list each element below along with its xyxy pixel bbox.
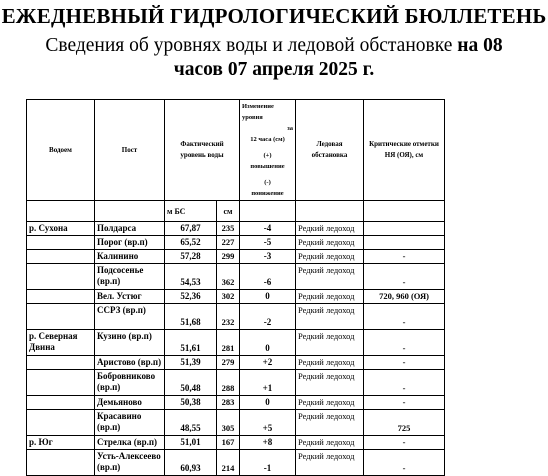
cell-critical: 720, 960 (ОЯ) <box>364 290 445 304</box>
cell-level-mbs: 48,55 <box>165 410 217 436</box>
cell-level-mbs: 52,36 <box>165 290 217 304</box>
cell-water-body <box>27 410 95 436</box>
table-row <box>27 450 445 476</box>
cell-post: Демьяново <box>95 396 165 410</box>
header-post: Пост <box>95 100 165 201</box>
header-actual-level: Фактический уровень воды <box>165 100 240 201</box>
cell-water-body: р. Юг <box>27 436 95 450</box>
cell-water-body <box>27 250 95 264</box>
bulletin-title: ЕЖЕДНЕВНЫЙ ГИДРОЛОГИЧЕСКИЙ БЮЛЛЕТЕНЬ <box>1 4 547 28</box>
cell-change: +8 <box>240 436 296 450</box>
cell-post: Кузино (вр.п) <box>95 330 165 356</box>
cell-level-mbs: 51,01 <box>165 436 217 450</box>
table-row <box>27 250 445 264</box>
bulletin-subtitle <box>0 34 548 82</box>
header-row <box>27 100 445 201</box>
change-line-6: (-) <box>264 179 271 186</box>
cell-critical: 725 <box>364 410 445 436</box>
header-change <box>240 100 296 201</box>
cell-change: -4 <box>240 222 296 236</box>
subtitle-plain: Сведения об уровнях воды и ледовой обстановке <box>45 35 458 56</box>
cell-ice: Редкий ледоход <box>296 370 364 396</box>
subtitle-bold-1: на 08 <box>457 35 503 56</box>
cell-level-mbs: 60,93 <box>165 450 217 476</box>
subtitle-bold-2: часов 07 апреля 2025 г. <box>173 59 375 80</box>
unit-empty-2 <box>95 201 165 222</box>
unit-mbs: м БС <box>165 201 217 222</box>
cell-level-mbs: 67,87 <box>165 222 217 236</box>
cell-critical: - <box>364 304 445 330</box>
cell-change: -5 <box>240 236 296 250</box>
cell-ice: Редкий ледоход <box>296 436 364 450</box>
cell-post: ССРЗ (вр.п) <box>95 304 165 330</box>
cell-post: Усть-Алексеево (вр.п) <box>95 450 165 476</box>
cell-critical: - <box>364 450 445 476</box>
hydro-table <box>26 99 445 476</box>
cell-level-cm: 227 <box>217 236 240 250</box>
cell-change: -6 <box>240 264 296 290</box>
cell-critical: - <box>364 396 445 410</box>
cell-water-body <box>27 304 95 330</box>
cell-level-cm: 214 <box>217 450 240 476</box>
cell-change: -2 <box>240 304 296 330</box>
unit-empty-4 <box>296 201 364 222</box>
cell-critical: - <box>364 370 445 396</box>
cell-water-body <box>27 450 95 476</box>
cell-critical <box>364 236 445 250</box>
unit-empty-5 <box>364 201 445 222</box>
cell-water-body <box>27 236 95 250</box>
cell-ice: Редкий ледоход <box>296 410 364 436</box>
table-row <box>27 436 445 450</box>
cell-critical: - <box>364 264 445 290</box>
unit-cm: см <box>217 201 240 222</box>
cell-water-body <box>27 290 95 304</box>
cell-change: 0 <box>240 396 296 410</box>
cell-level-mbs: 65,52 <box>165 236 217 250</box>
cell-ice: Редкий ледоход <box>296 304 364 330</box>
cell-ice: Редкий ледоход <box>296 330 364 356</box>
change-line-7: понижение <box>251 190 284 197</box>
table-row <box>27 222 445 236</box>
table-row <box>27 356 445 370</box>
cell-level-mbs: 51,68 <box>165 304 217 330</box>
cell-critical: - <box>364 330 445 356</box>
change-line-1: Изменение уровня <box>242 103 274 121</box>
table-row <box>27 370 445 396</box>
cell-change: +5 <box>240 410 296 436</box>
cell-change: +2 <box>240 356 296 370</box>
cell-post: Аристово (вр.п) <box>95 356 165 370</box>
cell-post: Калинино <box>95 250 165 264</box>
cell-water-body: р. Сухона <box>27 222 95 236</box>
unit-empty-1 <box>27 201 95 222</box>
cell-post: Красавино (вр.п) <box>95 410 165 436</box>
cell-ice: Редкий ледоход <box>296 236 364 250</box>
cell-level-mbs: 54,53 <box>165 264 217 290</box>
change-line-3: 12 часа (см) <box>250 136 285 143</box>
cell-level-cm: 288 <box>217 370 240 396</box>
header-water-body: Водоем <box>27 100 95 201</box>
cell-change: 0 <box>240 290 296 304</box>
cell-ice: Редкий ледоход <box>296 222 364 236</box>
cell-post: Вел. Устюг <box>95 290 165 304</box>
cell-critical: - <box>364 250 445 264</box>
cell-post: Бобровниково (вр.п) <box>95 370 165 396</box>
cell-water-body <box>27 264 95 290</box>
table-row <box>27 396 445 410</box>
cell-change: 0 <box>240 330 296 356</box>
cell-level-cm: 362 <box>217 264 240 290</box>
cell-ice: Редкий ледоход <box>296 250 364 264</box>
cell-ice: Редкий ледоход <box>296 264 364 290</box>
cell-level-cm: 302 <box>217 290 240 304</box>
table-row <box>27 264 445 290</box>
cell-level-cm: 305 <box>217 410 240 436</box>
cell-critical: - <box>364 356 445 370</box>
cell-water-body <box>27 396 95 410</box>
table-row <box>27 290 445 304</box>
header-critical: Критические отметки НЯ (ОЯ), см <box>364 100 445 201</box>
table-row <box>27 304 445 330</box>
cell-level-cm: 281 <box>217 330 240 356</box>
cell-level-cm: 279 <box>217 356 240 370</box>
cell-ice: Редкий ледоход <box>296 290 364 304</box>
cell-ice: Редкий ледоход <box>296 356 364 370</box>
cell-post: Подсосенье (вр.п) <box>95 264 165 290</box>
table-row <box>27 330 445 356</box>
cell-ice: Редкий ледоход <box>296 450 364 476</box>
cell-level-cm: 299 <box>217 250 240 264</box>
cell-level-mbs: 50,38 <box>165 396 217 410</box>
cell-level-mbs: 50,48 <box>165 370 217 396</box>
cell-level-cm: 167 <box>217 436 240 450</box>
cell-post: Порог (вр.п) <box>95 236 165 250</box>
header-ice: Ледовая обстановка <box>296 100 364 201</box>
unit-empty-3 <box>240 201 296 222</box>
cell-water-body: р. Северная Двина <box>27 330 95 356</box>
unit-row <box>27 201 445 222</box>
cell-critical <box>364 222 445 236</box>
change-line-4: (+) <box>263 152 272 159</box>
cell-change: -1 <box>240 450 296 476</box>
cell-water-body <box>27 370 95 396</box>
cell-level-cm: 235 <box>217 222 240 236</box>
cell-change: +1 <box>240 370 296 396</box>
cell-post: Стрелка (вр.п) <box>95 436 165 450</box>
cell-post: Полдарса <box>95 222 165 236</box>
cell-level-cm: 232 <box>217 304 240 330</box>
cell-level-mbs: 51,61 <box>165 330 217 356</box>
table-row <box>27 410 445 436</box>
change-line-5: повышение <box>250 163 285 170</box>
cell-change: -3 <box>240 250 296 264</box>
cell-level-cm: 283 <box>217 396 240 410</box>
cell-water-body <box>27 356 95 370</box>
cell-level-mbs: 51,39 <box>165 356 217 370</box>
cell-level-mbs: 57,28 <box>165 250 217 264</box>
cell-ice: Редкий ледоход <box>296 396 364 410</box>
change-line-2: за <box>287 125 293 132</box>
table-row <box>27 236 445 250</box>
cell-critical: - <box>364 436 445 450</box>
